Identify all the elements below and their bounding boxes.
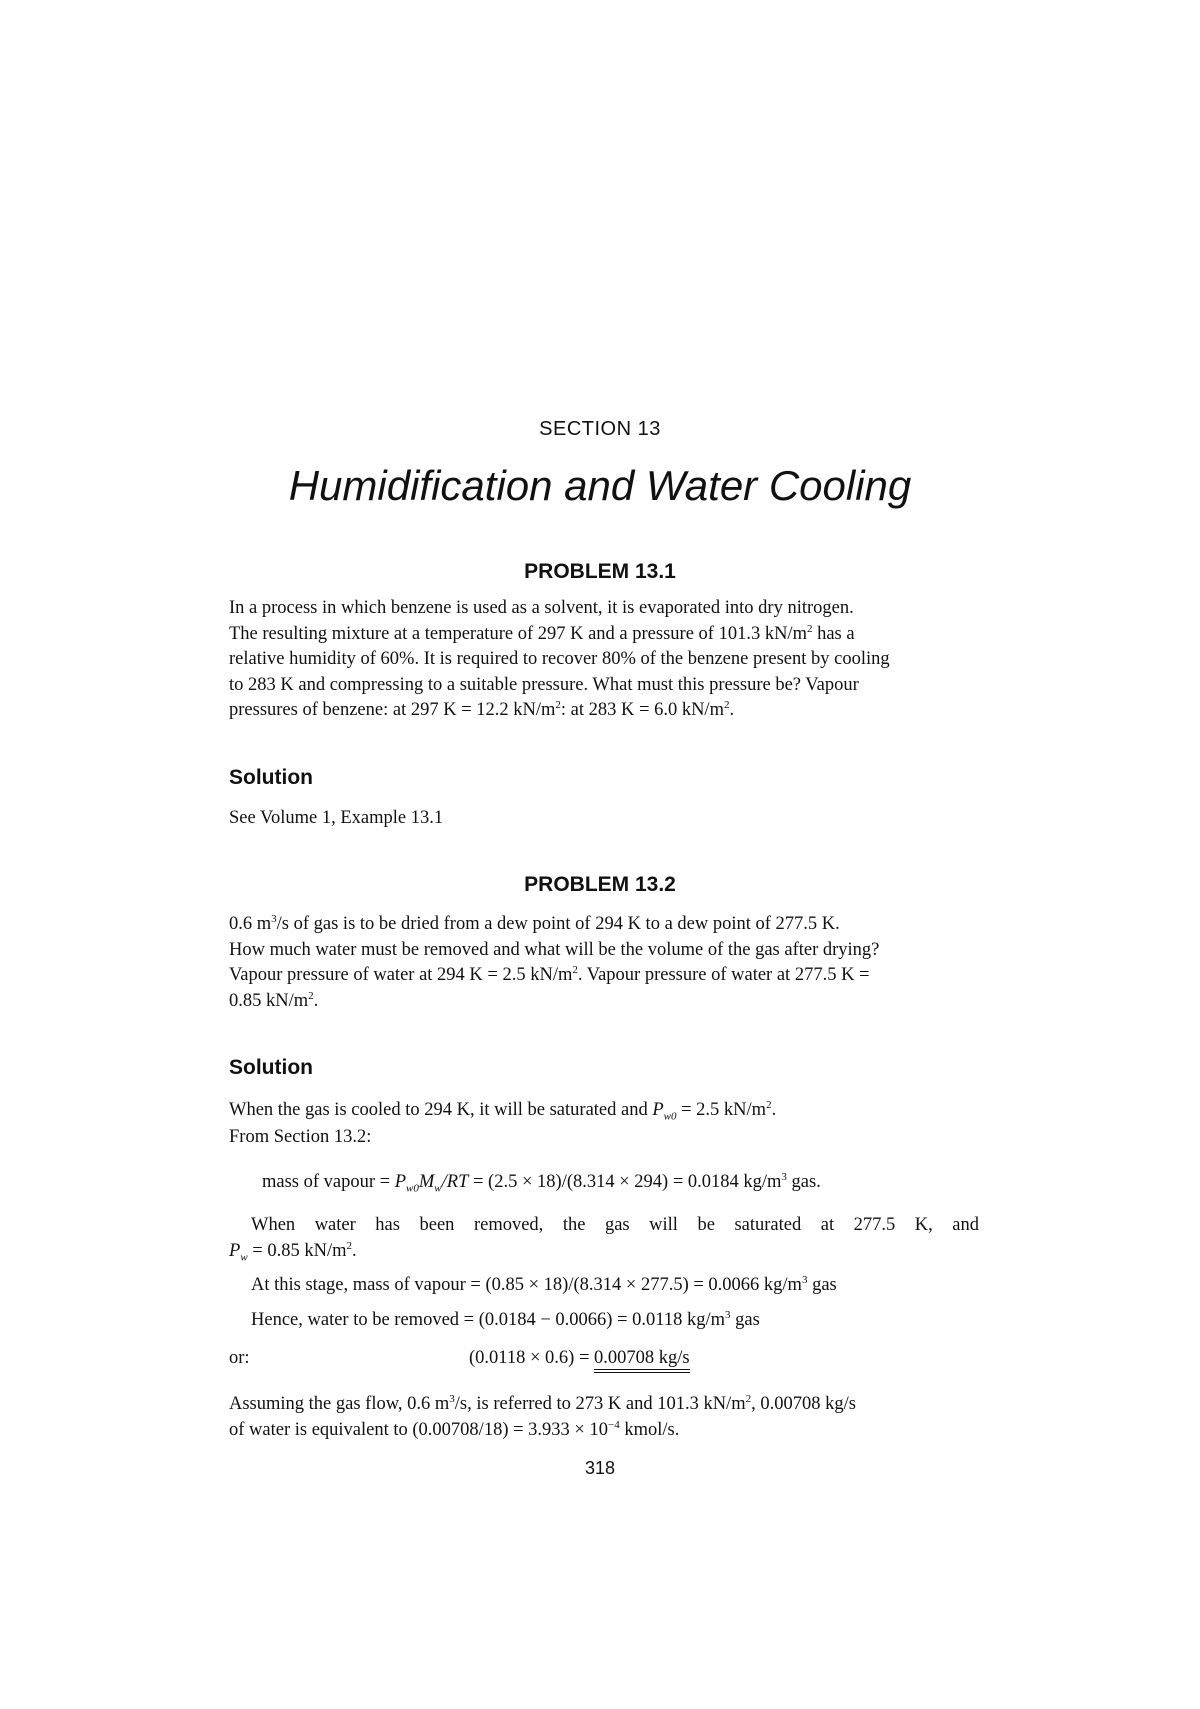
problem-13-2-statement: 0.6 $m^3/s$ of gas is to be dried from a dew point of 294 K to a dew point of 277.5 K. How much water must be removed and what will be the volume of the gas after drying? Vapour pressure of water at 294 K = 2.5 $kN/m^2$. Vapour pressure of water at 277.5 K = 0.85 $kN/m^2$.: [229, 912, 880, 1011]
section-label: SECTION 13: [539, 418, 661, 440]
problem-13-1-statement: In a process in which benzene is used as a solvent, it is evaporated into dry nitrogen. The resulting mixture at a temperature of 297 K and a pressure of 101.3 $kN/m^2$ has a relative humidity of 60%. It is required to recover 80% of the benzene present by cooling to 283 K and compressing to a suitable pressure. What must this pressure be? Vapour pressures of benzene: at 297 K = 12.2 $kN/m^2$: at 283 K = 6.0 $kN/m^2$.: [229, 598, 890, 720]
problem-13-1-solution-text: See Volume 1, Example 13.1: [229, 808, 444, 828]
problem-13-1-heading: PROBLEM 13.1: [524, 560, 676, 583]
solution-line-pw: $P_w = 0.85$ $kN/m^2$.: [229, 1239, 357, 1264]
solution-line-from-section: From Section 13.2:: [229, 1127, 372, 1147]
solution-line-this-stage: At this stage, mass of vapour = (0.85 × 18)/(8.314 × 277.5) = 0.0066 $kg/m^3$ gas: [251, 1273, 837, 1295]
equation-mass-of-vapour: mass of vapour = $P_{w0}M_w/RT = (2.5 \times 18)/(8.314 \times 294) = 0.0184$ $kg/m^3$ gas.: [262, 1170, 821, 1195]
final-result-value: 0.00708 kg/s: [594, 1348, 690, 1373]
chapter-title: Humidification and Water Cooling: [288, 462, 912, 509]
solution-line-assuming: Assuming the gas flow, 0.6 $m^3/s$, is referred to 273 K and 101.3 $kN/m^2$, 0.00708 kg/s of water is equivalent to $(0.00708/18) = 3.933 \times 10^{-4}$ kmol/s.: [229, 1392, 856, 1440]
or-label: or:: [229, 1348, 250, 1368]
solution-line-saturated: When the gas is cooled to 294 K, it will be saturated and $P_{w0} = 2.5$ $kN/m^2$.: [229, 1098, 777, 1123]
final-result-expression: (0.0118 × 0.6) = 0.00708 kg/s: [469, 1348, 690, 1369]
page-number: 318: [584, 1458, 616, 1478]
solution-line-water-removed: When water has been removed, the gas will be saturated at 277.5 K, and: [251, 1215, 979, 1235]
problem-13-1-solution-heading: Solution: [229, 766, 313, 789]
problem-13-2-heading: PROBLEM 13.2: [524, 873, 676, 896]
solution-line-hence: Hence, water to be removed = (0.0184 − 0.0066) = 0.0118 $kg/m^3$ gas: [251, 1308, 760, 1330]
problem-13-2-solution-heading: Solution: [229, 1056, 313, 1079]
